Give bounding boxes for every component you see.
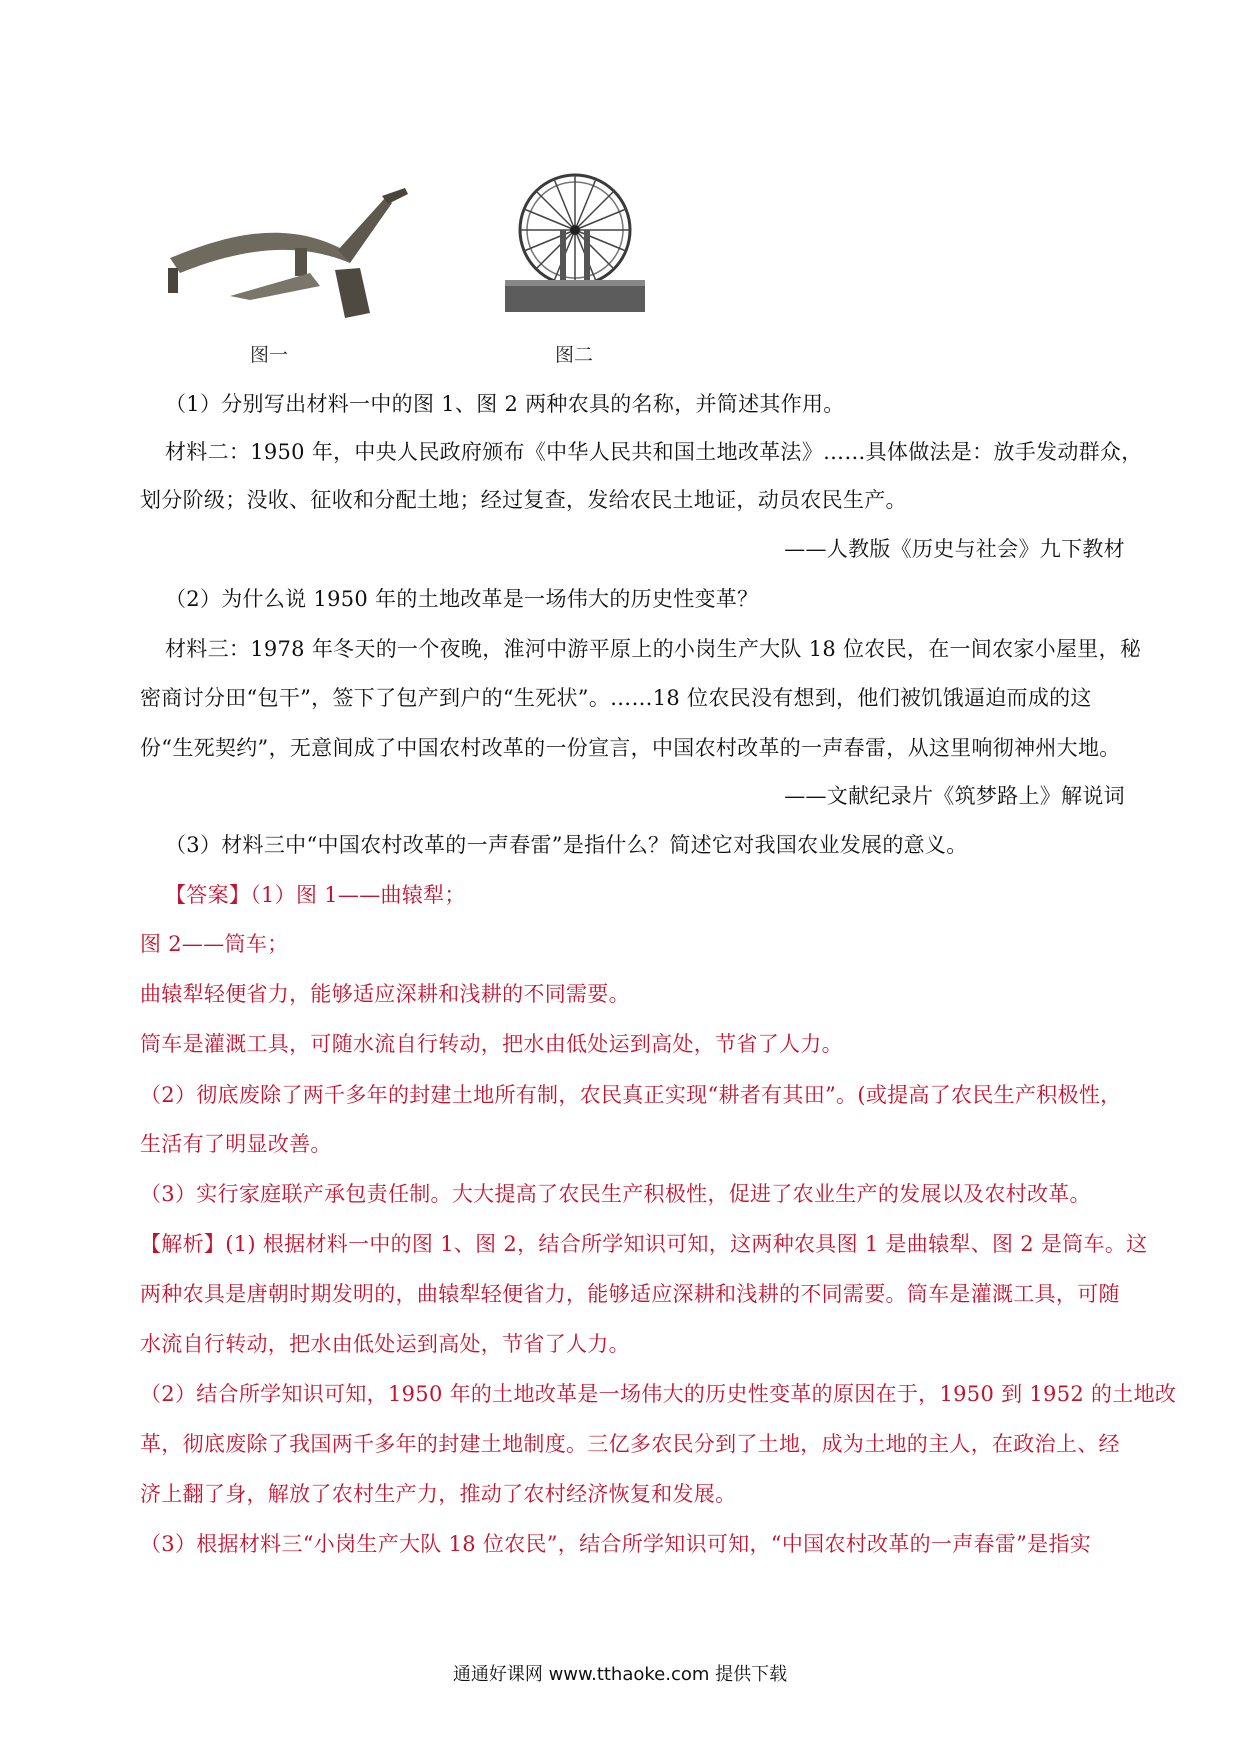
answer-line-3: 曲辕犁轻便省力，能够适应深耕和浅耕的不同需要。 [140, 982, 630, 1006]
analysis-3-line-1: （3）根据材料三“小岗生产大队 18 位农民”，结合所学知识可知，“中国农村改革的一声春雷”是指实 [140, 1532, 1092, 1556]
analysis-1-text: (1) 根据材料一中的图 1、图 2，结合所学知识可知，这两种农具图 1 是曲辕犁、图 2 是筒车。这 [225, 1232, 1148, 1256]
answer-line-2: 图 2——筒车； [140, 932, 289, 956]
figure-2-caption: 图二 [555, 344, 594, 366]
material-3-source: ——文献纪录片《筑梦路上》解说词 [784, 784, 1125, 808]
analysis-1-line-1 [140, 1230, 1148, 1258]
answer-2-line-1: （2）彻底废除了两千多年的封建土地所有制，农民真正实现“耕者有其田”。(或提高了农民生产积极性， [140, 1083, 1122, 1107]
material-3-line-1: 材料三：1978 年冬天的一个夜晚，淮河中游平原上的小岗生产大队 18 位农民，在一间农家小屋里，秘 [165, 637, 1142, 661]
material-3-line-3: 份“生死契约”，无意间成了中国农村改革的一份宣言，中国农村改革的一声春雷，从这里响彻神州大地。 [140, 736, 1121, 760]
figures-area [160, 168, 720, 368]
answer-line-4: 筒车是灌溉工具，可随水流自行转动，把水由低处运到高处，节省了人力。 [140, 1032, 843, 1056]
answer-2-line-2: 生活有了明显改善。 [140, 1132, 332, 1156]
analysis-2-line-1: （2）结合所学知识可知，1950 年的土地改革是一场伟大的历史性变革的原因在于，1950 到 1952 的土地改 [140, 1382, 1177, 1406]
question-1: （1）分别写出材料一中的图 1、图 2 两种农具的名称，并简述其作用。 [165, 392, 845, 416]
analysis-2-line-2: 革，彻底废除了我国两千多年的封建土地制度。三亿多农民分到了土地，成为土地的主人，在政治上、经 [140, 1432, 1120, 1456]
answer-line-1 [165, 881, 1125, 909]
page-footer: 通通好课网 www.tthaoke.com 提供下载 [452, 1664, 788, 1685]
material-2-line-1: 材料二：1950 年，中央人民政府颁布《中华人民共和国土地改革法》……具体做法是：放手发动群众， [165, 440, 1143, 464]
analysis-2-line-3: 济上翻了身，解放了农村生产力，推动了农村经济恢复和发展。 [140, 1482, 737, 1506]
figure-1-caption: 图一 [250, 344, 289, 366]
analysis-tag: 【解析】 [140, 1232, 226, 1256]
answer-1-text: （1）图 1——曲辕犁； [250, 883, 466, 907]
answer-3-line-1: （3）实行家庭联产承包责任制。大大提高了农民生产积极性，促进了农业生产的发展以及农村改革。 [140, 1182, 1091, 1206]
material-2-line-2: 划分阶级；没收、征收和分配土地；经过复查，发给农民土地证，动员农民生产。 [140, 488, 907, 512]
answer-tag: 【答案】 [165, 883, 251, 907]
question-2: （2）为什么说 1950 年的土地改革是一场伟大的历史性变革？ [165, 587, 759, 611]
analysis-1-line-2: 两种农具是唐朝时期发明的，曲辕犁轻便省力，能够适应深耕和浅耕的不同需要。筒车是灌溉工具，可随 [140, 1282, 1120, 1306]
analysis-1-line-3: 水流自行转动，把水由低处运到高处，节省了人力。 [140, 1332, 630, 1356]
curved-plow-image [160, 178, 430, 328]
material-2-source: ——人教版《历史与社会》九下教材 [784, 537, 1125, 561]
question-3: （3）材料三中“中国农村改革的一声春雷”是指什么？简述它对我国农业发展的意义。 [165, 833, 968, 857]
water-wheel-image [500, 168, 650, 318]
material-3-line-2: 密商讨分田“包干”，签下了包产到户的“生死状”。……18 位农民没有想到，他们被饥饿逼迫而成的这 [140, 686, 1092, 710]
